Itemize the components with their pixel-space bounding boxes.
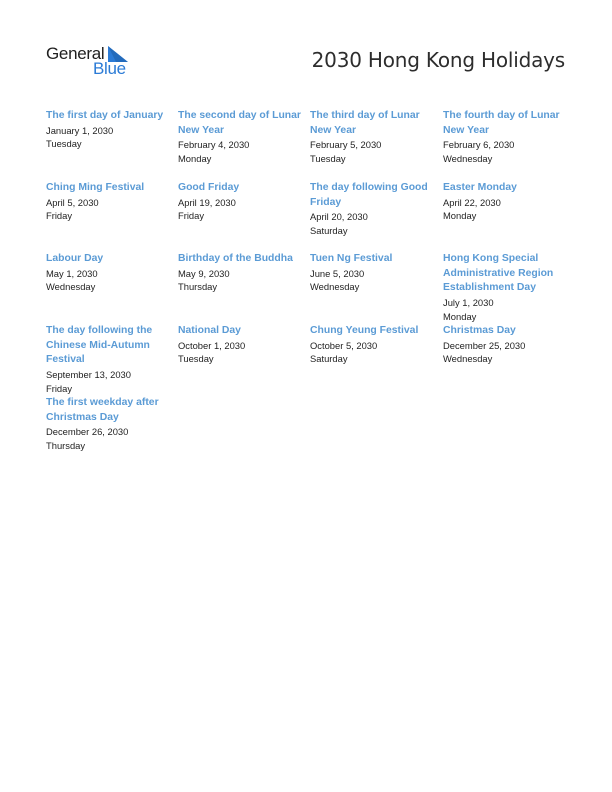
holiday-name: The day following Good Friday xyxy=(310,182,428,208)
holiday-date: February 6, 2030 xyxy=(443,139,515,151)
holiday-entry xyxy=(310,181,438,238)
holiday-name: The third day of Lunar New Year xyxy=(310,110,420,136)
holiday-name: Christmas Day xyxy=(443,325,516,336)
holiday-date: April 22, 2030 xyxy=(443,196,501,208)
logo-word-blue: Blue xyxy=(93,59,126,78)
holiday-name: The day following the Chinese Mid-Autumn Festival xyxy=(46,325,153,366)
logo-word-general: General xyxy=(46,44,105,63)
holiday-date: May 1, 2030 xyxy=(46,267,98,279)
holiday-weekday: Tuesday xyxy=(46,138,82,150)
holiday-date: January 1, 2030 xyxy=(46,124,114,136)
holiday-weekday: Friday xyxy=(178,210,205,222)
holiday-date: June 5, 2030 xyxy=(310,267,365,279)
holiday-weekday: Saturday xyxy=(310,224,348,236)
holiday-name: The fourth day of Lunar New Year xyxy=(443,110,560,136)
holiday-name: Tuen Ng Festival xyxy=(310,253,393,264)
holiday-date: October 1, 2030 xyxy=(178,339,246,351)
holiday-weekday: Wednesday xyxy=(443,152,493,164)
holiday-weekday: Wednesday xyxy=(443,353,493,365)
holiday-date: May 9, 2030 xyxy=(178,267,230,279)
holiday-weekday: Monday xyxy=(443,310,477,322)
holiday-weekday: Saturday xyxy=(310,353,348,365)
holiday-name: Hong Kong Special Administrative Region Establishment Day xyxy=(443,253,554,294)
holiday-weekday: Thursday xyxy=(178,281,218,293)
holiday-date: February 5, 2030 xyxy=(310,139,382,151)
holiday-date: October 5, 2030 xyxy=(310,339,378,351)
holiday-entry xyxy=(178,252,306,294)
holiday-entry xyxy=(46,324,174,395)
holiday-weekday: Wednesday xyxy=(46,281,96,293)
holiday-name: Ching Ming Festival xyxy=(46,182,145,193)
generalblue-logo xyxy=(46,44,136,80)
holiday-weekday: Wednesday xyxy=(310,281,360,293)
holiday-name: Labour Day xyxy=(46,253,104,264)
holiday-name: The second day of Lunar New Year xyxy=(178,110,301,136)
holiday-name: National Day xyxy=(178,325,241,336)
holiday-date: April 5, 2030 xyxy=(46,196,99,208)
holiday-weekday: Friday xyxy=(46,210,73,222)
holiday-weekday: Monday xyxy=(443,210,477,222)
holiday-entry xyxy=(46,109,174,151)
holiday-date: December 25, 2030 xyxy=(443,339,526,351)
holiday-entry xyxy=(46,252,174,294)
holiday-date: February 4, 2030 xyxy=(178,139,250,151)
holiday-date: April 20, 2030 xyxy=(310,211,368,223)
holiday-entry xyxy=(310,324,438,366)
holiday-name: The first day of January xyxy=(46,110,164,121)
holiday-name: Good Friday xyxy=(178,182,240,193)
holiday-entry xyxy=(443,181,571,223)
holiday-name: Birthday of the Buddha xyxy=(178,253,293,264)
holiday-date: July 1, 2030 xyxy=(443,296,494,308)
holiday-name: Chung Yeung Festival xyxy=(310,325,419,336)
holiday-weekday: Monday xyxy=(178,152,212,164)
holiday-entry xyxy=(443,324,571,366)
holiday-date: September 13, 2030 xyxy=(46,368,131,380)
holiday-entry xyxy=(310,252,438,294)
holiday-entry xyxy=(443,252,571,323)
holiday-entry xyxy=(178,109,306,166)
holiday-entry xyxy=(178,181,306,223)
holiday-name: The first weekday after Christmas Day xyxy=(46,397,159,423)
holiday-entry xyxy=(178,324,306,366)
holiday-entry xyxy=(46,181,174,223)
holiday-name: Easter Monday xyxy=(443,182,517,193)
holiday-date: April 19, 2030 xyxy=(178,196,236,208)
holiday-weekday: Thursday xyxy=(46,439,86,451)
page-title: 2030 Hong Kong Holidays xyxy=(311,48,565,72)
holiday-date: December 26, 2030 xyxy=(46,426,129,438)
holiday-entry xyxy=(443,109,571,166)
holiday-weekday: Friday xyxy=(46,382,73,394)
holiday-entry xyxy=(46,396,174,453)
holiday-weekday: Tuesday xyxy=(178,353,214,365)
holiday-entry xyxy=(310,109,438,166)
holiday-weekday: Tuesday xyxy=(310,152,346,164)
